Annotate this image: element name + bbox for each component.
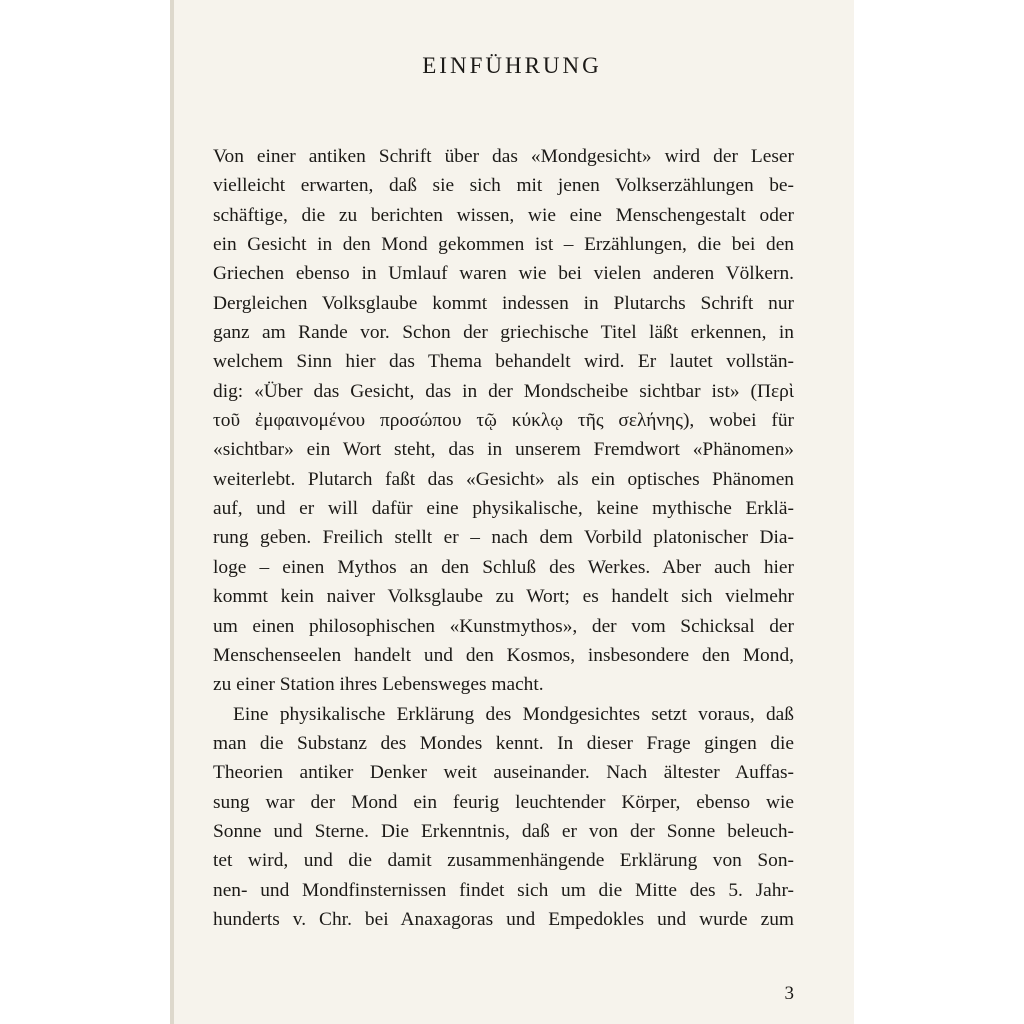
text-line: τοῦ ἐμφαινομένου προσώπου τῷ κύκλῳ τῆς σελήνης), wobei für xyxy=(213,410,794,432)
text-line: Dergleichen Volksglaube kommt indessen in Plutarchs Schrift nur xyxy=(213,292,794,314)
text-line: weiterlebt. Plutarch faßt das «Gesicht» als ein optisches Phänomen xyxy=(213,468,794,490)
text-line: Sonne und Sterne. Die Erkenntnis, daß er von der Sonne beleuch- xyxy=(213,820,794,842)
chapter-heading: EINFÜHRUNG xyxy=(422,53,602,78)
text-line: Von einer antiken Schrift über das «Mondgesicht» wird der Leser xyxy=(213,146,794,167)
text-line: sung war der Mond ein feurig leuchtender Körper, ebenso wie xyxy=(213,791,794,813)
body-text xyxy=(213,142,794,934)
paragraph-1 xyxy=(213,142,794,700)
text-line: rung geben. Freilich stellt er – nach dem Vorbild platonischer Dia- xyxy=(213,527,794,549)
page-number: 3 xyxy=(784,983,794,1004)
text-line: schäftige, die zu berichten wissen, wie eine Menschengestalt oder xyxy=(213,204,794,226)
text-line: Eine physikalische Erklärung des Mondgesichtes setzt voraus, daß xyxy=(233,703,794,725)
text-line: kommt kein naiver Volksglaube zu Wort; es handelt sich vielmehr xyxy=(213,586,794,608)
text-line: vielleicht erwarten, daß sie sich mit jenen Volkserzählungen be- xyxy=(213,175,794,197)
text-line: Theorien antiker Denker weit auseinander. Nach ältester Auffas- xyxy=(213,762,794,784)
text-line: welchem Sinn hier das Thema behandelt wird. Er lautet vollstän- xyxy=(213,351,794,373)
text-line: loge – einen Mythos an den Schluß des Werkes. Aber auch hier xyxy=(213,556,794,578)
text-line: nen- und Mondfinsternissen findet sich um die Mitte des 5. Jahr- xyxy=(213,879,794,901)
page-edge xyxy=(170,0,174,1024)
text-line: «sichtbar» ein Wort steht, das in unserem Fremdwort «Phänomen» xyxy=(213,439,794,461)
text-line: zu einer Station ihres Lebensweges macht. xyxy=(213,674,544,696)
text-line: ganz am Rande vor. Schon der griechische Titel läßt erkennen, in xyxy=(213,322,794,344)
text-line: ein Gesicht in den Mond gekommen ist – Erzählungen, die bei den xyxy=(213,234,794,256)
paragraph-2 xyxy=(213,700,794,935)
text-line: Griechen ebenso in Umlauf waren wie bei vielen anderen Völkern. xyxy=(213,263,794,285)
text-line: hunderts v. Chr. bei Anaxagoras und Empedokles und wurde zum xyxy=(213,908,794,930)
text-line: um einen philosophischen «Kunstmythos», der vom Schicksal der xyxy=(213,615,794,637)
text-line: tet wird, und die damit zusammenhängende Erklärung von Son- xyxy=(213,850,794,872)
text-line: Menschenseelen handelt und den Kosmos, insbesondere den Mond, xyxy=(213,644,794,666)
text-line: dig: «Über das Gesicht, das in der Mondscheibe sichtbar ist» (Περὶ xyxy=(213,380,794,402)
text-line: man die Substanz des Mondes kennt. In dieser Frage gingen die xyxy=(213,732,794,754)
text-line: auf, und er will dafür eine physikalische, keine mythische Erklä- xyxy=(213,498,794,520)
